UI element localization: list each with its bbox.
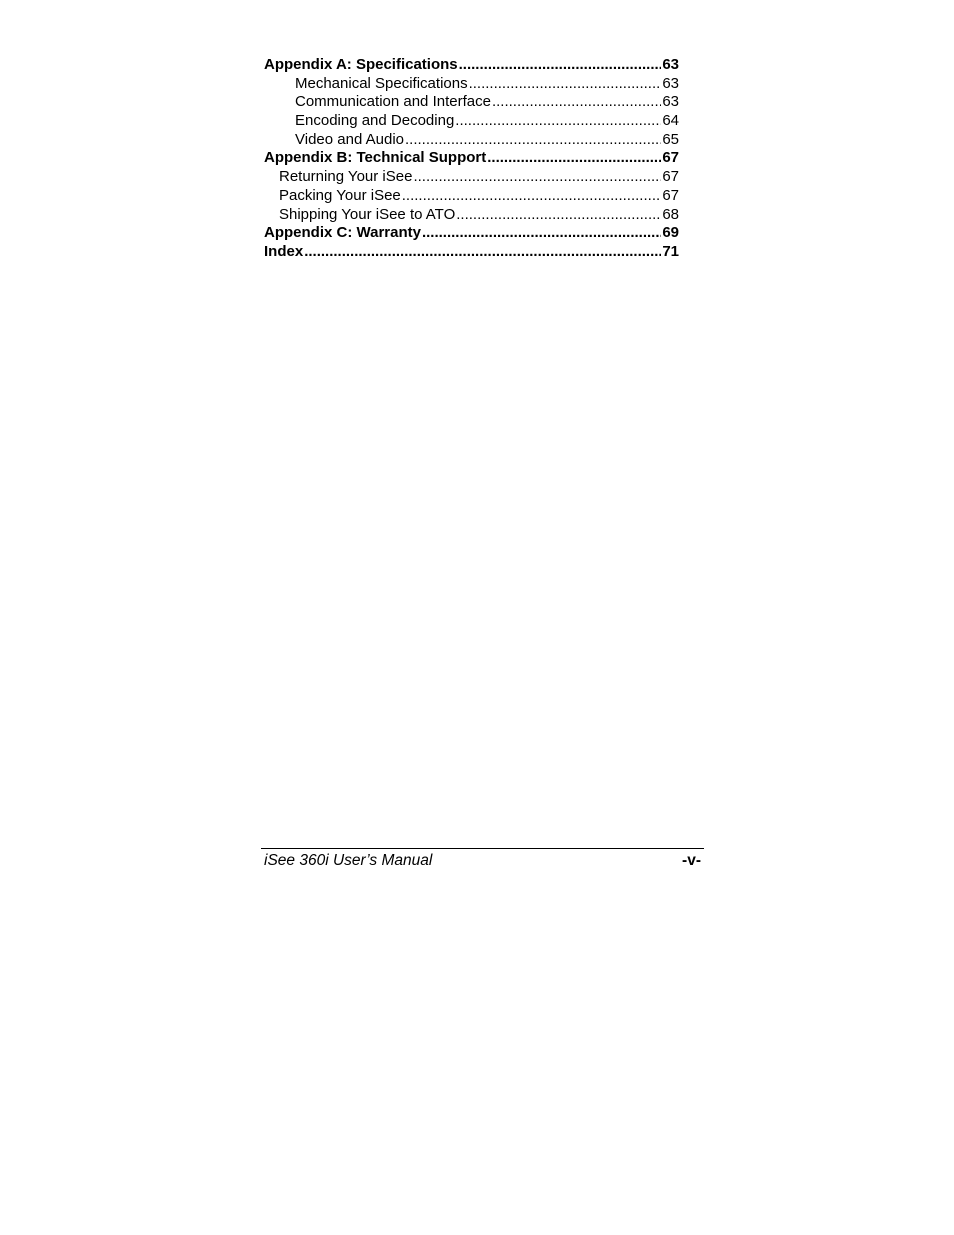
toc-entry-page: 67 bbox=[662, 186, 679, 204]
toc-entry-title: Appendix B: Technical Support bbox=[264, 149, 487, 167]
toc-dot-leader bbox=[492, 93, 661, 112]
toc-entry-title: Appendix C: Warranty bbox=[264, 224, 421, 242]
footer-divider bbox=[261, 848, 704, 849]
toc-dot-leader bbox=[459, 56, 662, 75]
toc-entry-appendix-c[interactable] bbox=[264, 224, 679, 243]
toc-entry-shipping-your-isee[interactable] bbox=[264, 206, 679, 225]
toc-entry-page: 67 bbox=[662, 149, 679, 167]
toc-entry-video-audio[interactable] bbox=[264, 131, 679, 150]
toc-entry-appendix-b[interactable] bbox=[264, 149, 679, 168]
toc-entry-page: 71 bbox=[662, 242, 679, 260]
toc-entry-page: 65 bbox=[662, 130, 679, 148]
toc-entry-packing-your-isee[interactable] bbox=[264, 187, 679, 206]
table-of-contents bbox=[264, 56, 679, 262]
toc-entry-returning-your-isee[interactable] bbox=[264, 168, 679, 187]
toc-entry-title: Index bbox=[264, 242, 304, 260]
toc-entry-communication-interface[interactable] bbox=[264, 93, 679, 112]
toc-dot-leader bbox=[487, 149, 661, 168]
toc-dot-leader bbox=[455, 112, 661, 131]
toc-entry-page: 64 bbox=[662, 112, 679, 130]
toc-entry-page: 67 bbox=[662, 168, 679, 186]
toc-entry-title: Packing Your iSee bbox=[279, 186, 401, 204]
toc-entry-index[interactable] bbox=[264, 243, 679, 262]
toc-entry-title: Mechanical Specifications bbox=[295, 74, 468, 92]
toc-dot-leader bbox=[469, 75, 662, 94]
toc-entry-mechanical-specifications[interactable] bbox=[264, 75, 679, 94]
toc-entry-title: Encoding and Decoding bbox=[295, 112, 455, 130]
toc-dot-leader bbox=[413, 168, 661, 187]
toc-dot-leader bbox=[304, 243, 661, 262]
toc-entry-title: Video and Audio bbox=[295, 130, 404, 148]
toc-dot-leader bbox=[422, 224, 661, 243]
toc-entry-title: Appendix A: Specifications bbox=[264, 56, 458, 73]
toc-dot-leader bbox=[456, 206, 661, 225]
toc-entry-encoding-decoding[interactable] bbox=[264, 112, 679, 131]
footer-page-number: -v- bbox=[682, 852, 701, 869]
toc-entry-appendix-a[interactable] bbox=[264, 56, 679, 75]
toc-entry-title: Communication and Interface bbox=[295, 93, 491, 111]
toc-dot-leader bbox=[402, 187, 662, 206]
toc-dot-leader bbox=[405, 131, 661, 150]
toc-entry-page: 63 bbox=[662, 56, 679, 73]
toc-entry-title: Shipping Your iSee to ATO bbox=[279, 205, 456, 223]
toc-entry-page: 69 bbox=[662, 224, 679, 242]
toc-entry-page: 63 bbox=[662, 74, 679, 92]
toc-entry-page: 63 bbox=[662, 93, 679, 111]
toc-entry-page: 68 bbox=[662, 205, 679, 223]
toc-entry-title: Returning Your iSee bbox=[279, 168, 413, 186]
footer-manual-title: iSee 360i User’s Manual bbox=[264, 852, 433, 869]
